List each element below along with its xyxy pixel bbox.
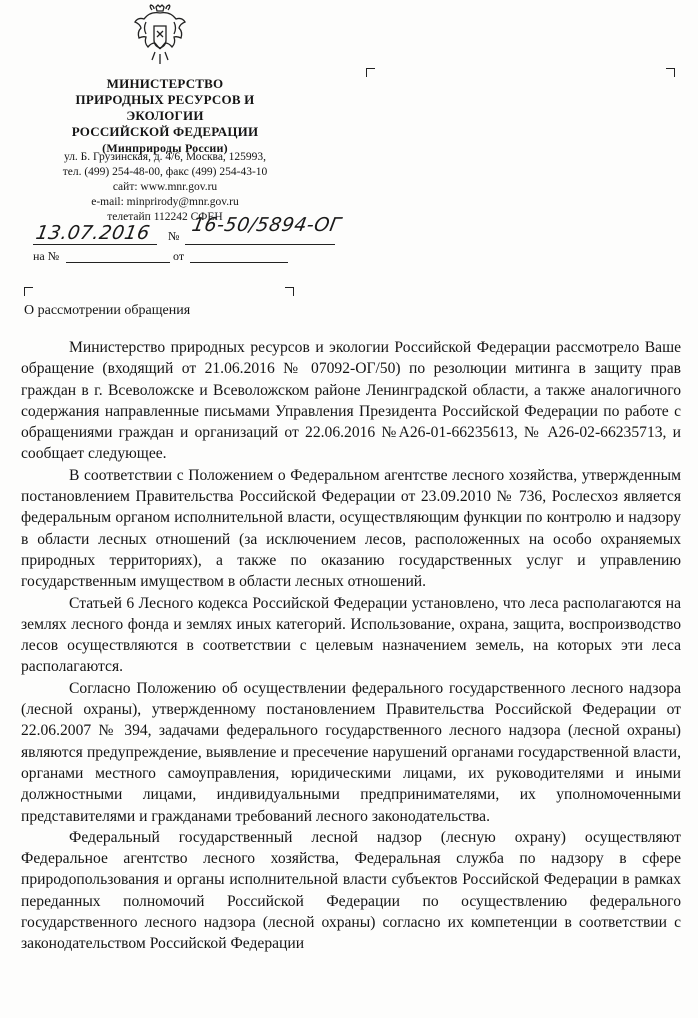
state-emblem-icon [132, 4, 188, 68]
paragraph-2: В соответствии с Положением о Федеральном агентстве лесного хозяйства, утвержденным постановлением Правительства Российской Федерации от 23.09.2010 № 736, Рослесхоз является федеральным органом исполнительной власти, осуществляющим функции по контролю и надзору в области лесных отношений (за исключением лесов, расположенных на особо охраняемых природных территориях), а также по оказанию государственных услуг и управлению государственным имуществом в области лесных отношений. [21, 466, 681, 591]
date-underline [33, 244, 157, 245]
org-line-1: МИНИСТЕРСТВО [106, 76, 224, 91]
subject-corner-mark-right [285, 287, 294, 296]
teletype-line: телетайп 112242 СФЕН [107, 211, 223, 223]
ministry-name [40, 76, 290, 156]
address-line: ул. Б. Грузинская, д. 4/6, Москва, 125993, [63, 151, 267, 163]
org-line-3: РОССИЙСКОЙ ФЕДЕРАЦИИ [71, 124, 259, 139]
paragraph-3: Статьей 6 Лесного кодекса Российской Федерации установлено, что леса располагаются на землях лесного фонда и землях иных категорий. Использование, охрана, защита, воспроизводство лесов осуществляются в соответствии с целевым назначением земель, на которых эти леса располагаются. [21, 594, 681, 676]
org-line-2: ПРИРОДНЫХ РЕСУРСОВ И ЭКОЛОГИИ [75, 92, 255, 123]
on-number-line [66, 262, 170, 263]
address-corner-mark-right [666, 68, 675, 77]
subject-line: О рассмотрении обращения [24, 303, 191, 318]
handwritten-number: 16-50/5894-ОГ [190, 214, 343, 236]
site-line: сайт: www.mnr.gov.ru [112, 181, 218, 193]
on-number-label: на № [33, 249, 60, 263]
subject-corner-mark-left [24, 287, 33, 296]
from-line [190, 262, 288, 263]
org-short-name: (Минприроды России) [102, 141, 228, 155]
paragraph-4: Согласно Положению об осуществлении федерального государственного лесного надзора (лесной охраны), утвержденному постановлением Правительства Российской Федерации от 22.06.2007 № 394, задачами федерального государственного лесного надзора (лесной охраны) являются предупреждение, выявление и пресечение нарушений органами государственной власти, органами местного самоуправления, юридическими лицами, их руководителями и иными должностными лицами, индивидуальными предпринимателями, их уполномоченными представителями и гражданами требований лесного законодательства. [21, 679, 681, 825]
paragraph-5: Федеральный государственный лесной надзор (лесную охрану) осуществляют Федеральное агентство лесного хозяйства, Федеральная служба по надзору в сфере природопользования и органы исполнительной власти субъектов Российской Федерации в рамках переданных полномочий Российской Федерации по осуществлению федерального государственного лесного надзора (лесной охраны) согласно их компетенции в соответствии с законодательством Российской Федерации [21, 828, 681, 953]
handwritten-date: 13.07.2016 [34, 222, 152, 244]
letter-body [21, 337, 681, 955]
number-underline [185, 244, 335, 245]
address-corner-mark-left [366, 68, 375, 77]
paragraph-1: Министерство природных ресурсов и экологии Российской Федерации рассмотрело Ваше обращение (входящий от 21.06.2016 № 07092-ОГ/50) по резолюции митинга в защиту прав граждан в г. Всеволожске и Всеволожском районе Ленинградской области, а также аналогичного содержания направленные письмами Управления Президента Российской Федерации по работе с обращениями граждан и организаций от 22.06.2016 №А26-01-66235613, № А26-02-66235713, и сообщает следующее. [21, 339, 681, 463]
from-label: от [173, 249, 185, 263]
email-line: e-mail: minprirody@mnr.gov.ru [91, 196, 239, 208]
number-sign: № [168, 229, 180, 243]
phone-line: тел. (499) 254-48-00, факс (499) 254-43-10 [62, 166, 268, 178]
